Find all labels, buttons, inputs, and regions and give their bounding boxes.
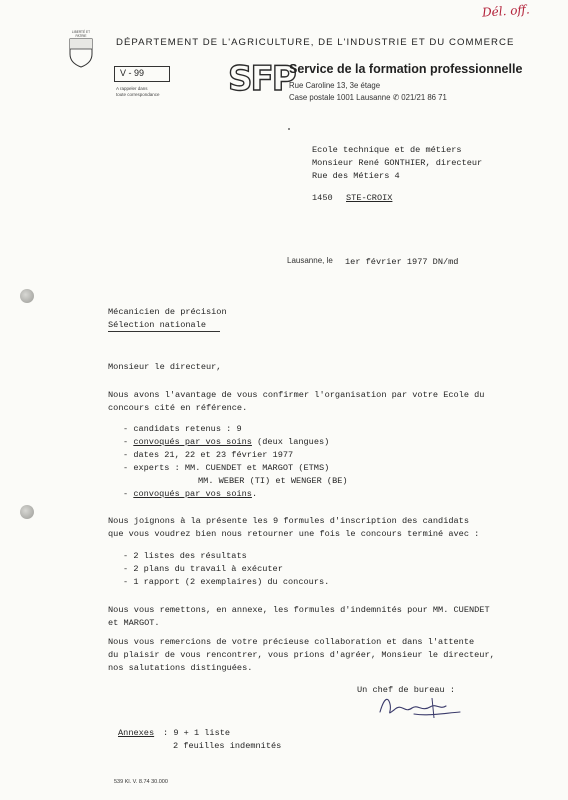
underlined-phrase: convoqués par vos soins	[133, 437, 252, 447]
recipient-line: Ecole technique et de métiers	[312, 145, 462, 155]
form-code: 539 Kl. V. 8.74 30.000	[114, 779, 168, 785]
annexes-label: Annexes	[118, 728, 155, 738]
body-line: Nous avons l'avantage de vous confirmer l'organisation par votre Ecole du	[108, 390, 485, 400]
annexes-line: : 9 + 1 liste	[163, 728, 231, 738]
recipient-city: STE-CROIX	[346, 193, 393, 203]
list-item: MM. WEBER (TI) et WENGER (BE)	[198, 476, 348, 486]
service-address-line: Rue Caroline 13, 3e étage	[289, 81, 381, 90]
recipient-line: Rue des Métiers 4	[312, 171, 400, 181]
body-line: Nous vous remettons, en annexe, les formules d'indemnités pour MM. CUENDET	[108, 605, 490, 615]
list-item: - dates 21, 22 et 23 février 1977	[123, 450, 294, 460]
reference-number: V - 99	[120, 68, 145, 78]
coat-of-arms-icon	[66, 28, 96, 68]
body-line: concours cité en référence.	[108, 403, 248, 413]
list-item-rest: (deux langues)	[251, 437, 330, 447]
body-line: et MARGOT.	[108, 618, 160, 628]
service-name: Service de la formation professionnelle	[289, 62, 523, 76]
reference-box	[114, 66, 170, 82]
recipient-postcode: 1450	[312, 193, 333, 203]
handwritten-note: Dél. off.	[481, 2, 531, 20]
subject-line: Sélection nationale	[108, 320, 206, 330]
svg-text:LIBERTÉ ET: LIBERTÉ ET	[71, 30, 91, 34]
body-line: nos salutations distinguées.	[108, 663, 253, 673]
letter-date: 1er février 1977 DN/md	[345, 257, 459, 267]
sfp-logo: SFP	[228, 59, 295, 99]
list-item-rest: .	[251, 489, 258, 499]
reference-hint: toute correspondance	[116, 92, 160, 97]
salutation: Monsieur le directeur,	[108, 362, 222, 372]
punch-hole-top	[20, 289, 34, 303]
department-heading: DÉPARTEMENT DE L'AGRICULTURE, DE L'INDUSTRIE ET DU COMMERCE	[116, 37, 515, 48]
list-item: - convoqués par vos soins.	[123, 489, 258, 499]
date-place: Lausanne, le	[287, 256, 333, 265]
list-item: - 1 rapport (2 exemplaires) du concours.	[123, 577, 330, 587]
body-line: Nous joignons à la présente les 9 formules d'inscription des candidats	[108, 516, 469, 526]
list-item: - 2 plans du travail à exécuter	[123, 564, 283, 574]
signature-title: Un chef de bureau :	[357, 685, 455, 695]
body-line: du plaisir de vous rencontrer, vous prions d'agréer, Monsieur le directeur,	[108, 650, 495, 660]
list-item: - candidats retenus : 9	[123, 424, 242, 434]
subject-underline	[108, 331, 220, 332]
recipient-line: Monsieur René GONTHIER, directeur	[312, 158, 483, 168]
reference-hint: A rappeler dans	[116, 86, 148, 91]
signature-scribble-icon	[374, 690, 466, 720]
punch-hole-bottom	[20, 505, 34, 519]
dot-mark	[288, 128, 290, 130]
body-line: Nous vous remercions de votre précieuse collaboration et dans l'attente	[108, 637, 475, 647]
list-item: - 2 listes des résultats	[123, 551, 247, 561]
svg-text:PATRIE: PATRIE	[75, 34, 87, 38]
list-item: - convoqués par vos soins (deux langues)	[123, 437, 330, 447]
underlined-phrase: convoqués par vos soins	[133, 489, 252, 499]
service-address-line: Case postale 1001 Lausanne ✆ 021/21 86 71	[289, 93, 447, 102]
body-line: que vous voudrez bien nous retourner une fois le concours terminé avec :	[108, 529, 480, 539]
annexes-line: 2 feuilles indemnités	[173, 741, 282, 751]
subject-line: Mécanicien de précision	[108, 307, 227, 317]
list-item: - experts : MM. CUENDET et MARGOT (ETMS)	[123, 463, 330, 473]
